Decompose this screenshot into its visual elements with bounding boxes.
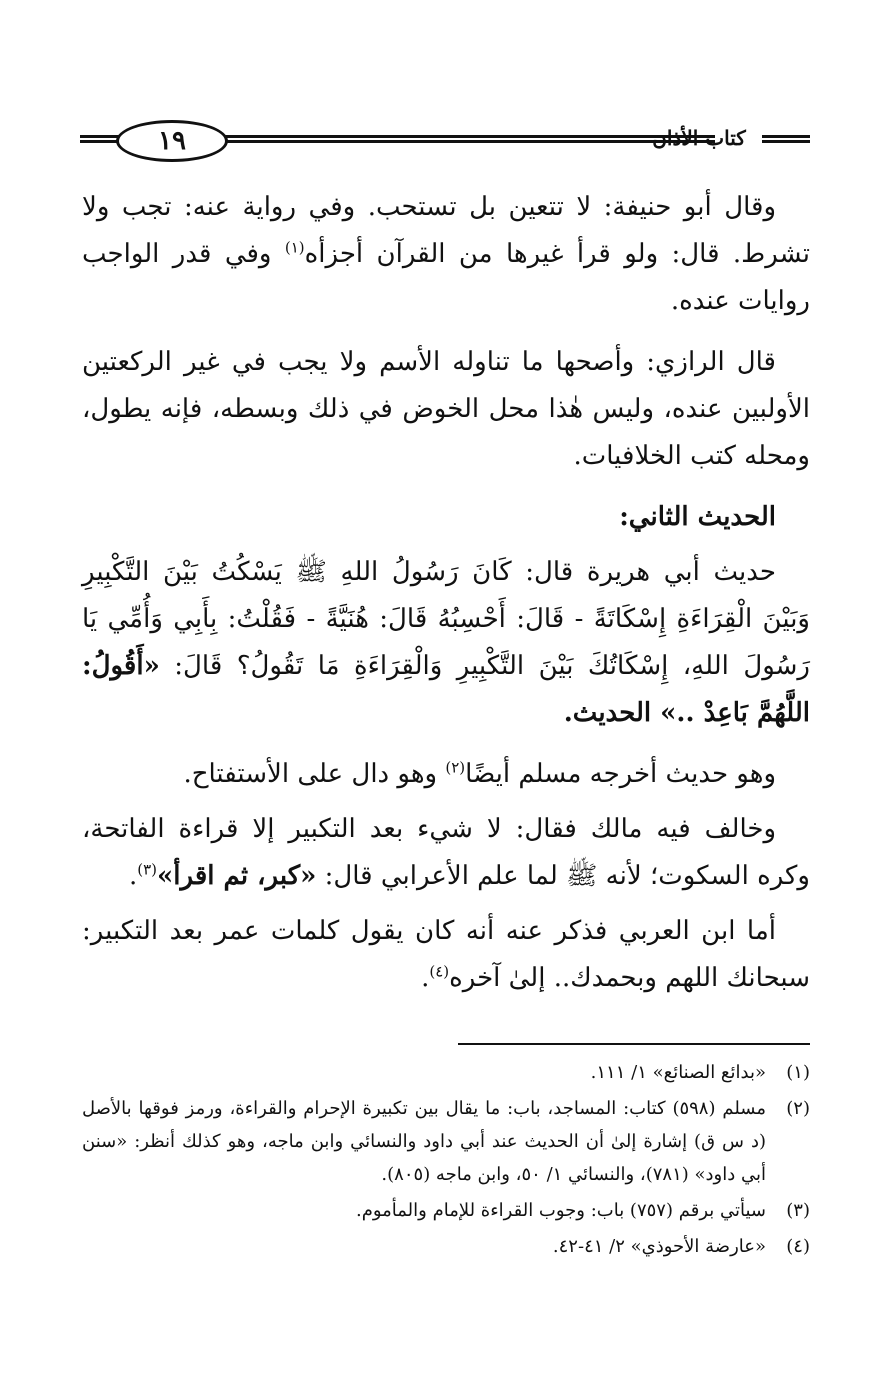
footnote-separator [458,1043,810,1045]
section-heading: الحديث الثاني: [619,502,776,532]
paragraph-razi: قال الرازي: وأصحها ما تناوله الأسم ولا يجب في غير الركعتين الأولبين عنده، وليس هٰذا محل الخوض في ذلك وبسطه، فإنه يطول، ومحله كتب الخلافيات. [82,347,810,471]
paragraph-malik [82,806,810,900]
paragraph-ibn-arabi [82,908,810,1002]
paragraph-text: وهو دال على الأستفتاح. [183,759,446,789]
footnote-number: (٣) [786,1200,810,1221]
footnote-text: «عارضة الأحوذي» ٢/ ٤١-٤٢. [552,1236,766,1257]
paragraph-text: أما ابن العربي فذكر عنه أنه كان يقول كلمات عمر بعد التكبير: سبحانك اللهم وبحمدك.. إلىٰ آخره [82,916,810,993]
main-text [82,184,810,1016]
paragraph-muslim [82,751,810,798]
footnote-number: (١) [786,1062,810,1083]
footnote-item [82,1194,810,1227]
page-number: ١٩ [116,120,228,162]
footnote-ref-2: (٢) [445,758,466,777]
paragraph-text: . [421,963,430,993]
footnotes [82,1056,810,1266]
paragraph-hadith [82,549,810,737]
paragraph-text: وخالف فيه مالك فقال: لا شيء بعد التكبير إلا قراءة الفاتحة، وكره السكوت؛ لأنه ﷺ لما علم الأعرابي قال: [82,814,810,891]
footnote-ref-4: (٤) [429,962,450,981]
footnote-text: سيأتي برقم (٧٥٧) باب: وجوب القراءة للإمام والمأموم. [355,1200,766,1221]
footnote-text: «بدائع الصنائع» ١/ ١١١. [590,1062,766,1083]
running-header [80,118,810,166]
footnote-number: (٤) [786,1236,810,1257]
footnote-ref-3: (٣) [137,860,158,879]
book-title: كتاب الأذان [652,126,746,150]
footnote-ref-1: (١) [284,238,305,257]
header-rule-right [762,135,810,148]
footnote-text: مسلم (٥٩٨) كتاب: المساجد، باب: ما يقال بين تكبيرة الإحرام والقراءة، ورمز فوقها بالأصل (د س ق) إشارة إلىٰ أن الحديث عند أبي داود والنسائي وابن ماجه، وهو كذلك أنظر: «سنن أبي داود» (٧٨١)، والنسائي ١/ ٥٠، وابن ماجه (٨٠٥). [82,1098,766,1185]
hadith-text: حديث أبي هريرة قال: كَانَ رَسُولُ اللهِ ﷺ يَسْكُتُ بَيْنَ التَّكْبِيرِ وَبَيْنَ الْقِرَاءَةِ إِسْكَاتَةً - قَالَ: أَحْسِبُهُ قَالَ: هُنَيَّةً - فَقُلْتُ: بِأَبِي وَأُمِّي يَا رَسُولَ اللهِ، إِسْكَاتُكَ بَيْنَ التَّكْبِيرِ وَالْقِرَاءَةِ مَا تَقُولُ؟ قَالَ: [82,557,810,681]
hadith-quote: «أَقُولُ: اللَّهُمَّ بَاعِدْ ..» الحديث. [82,651,810,728]
prophetic-quote: «كبر، ثم اقرأ» [157,861,317,891]
footnote-item [82,1092,810,1191]
footnote-number: (٢) [786,1098,810,1119]
paragraph-text: وهو حديث أخرجه مسلم أيضًا [465,759,776,789]
paragraph-abu-hanifa [82,184,810,325]
paragraph-text: وقال أبو حنيفة: لا تتعين بل تستحب. وفي رواية عنه: تجب ولا تشرط. قال: ولو قرأ غيرها من القرآن أجزأه [82,192,810,269]
paragraph-text: وفي قدر الواجب روايات عنده. [82,239,810,316]
footnote-item [82,1056,810,1089]
paragraph-text: . [128,861,138,891]
footnote-item [82,1230,810,1263]
